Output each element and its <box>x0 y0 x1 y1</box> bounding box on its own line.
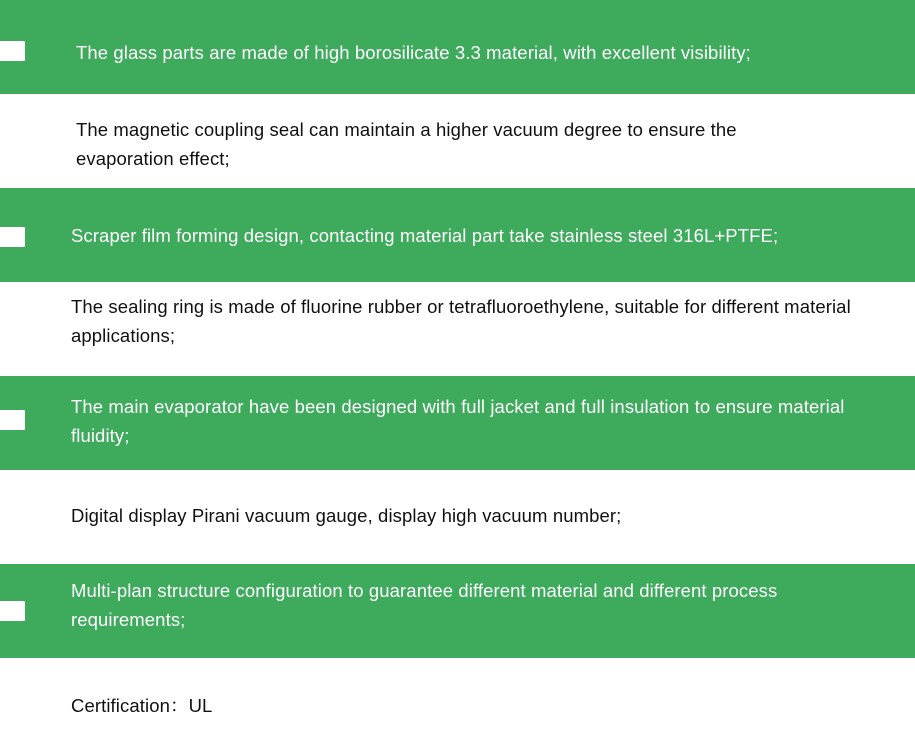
bullet-marker <box>0 227 25 247</box>
certification-label: Certification <box>71 695 170 716</box>
bullet-marker <box>0 410 25 430</box>
feature-text-5: The main evaporator have been designed with full jacket and full insulation to ensure material fluidity; <box>71 396 845 446</box>
bullet-marker <box>0 601 25 621</box>
feature-text-7: Multi-plan structure configuration to guarantee different material and different process requirements; <box>71 580 778 630</box>
feature-row-7 <box>0 564 915 658</box>
feature-text-4: The sealing ring is made of fluorine rubber or tetrafluoroethylene, suitable for different material applications; <box>71 296 851 346</box>
bullet-marker <box>0 41 25 61</box>
feature-text-1: The glass parts are made of high borosilicate 3.3 material, with excellent visibility; <box>76 42 751 63</box>
feature-text-3: Scraper film forming design, contacting material part take stainless steel 316L+PTFE; <box>71 225 779 246</box>
feature-row-3 <box>0 188 915 282</box>
feature-text-2: The magnetic coupling seal can maintain a higher vacuum degree to ensure the evaporation effect; <box>76 119 737 169</box>
feature-row-6 <box>0 470 915 564</box>
certification-value: UL <box>188 695 213 716</box>
feature-text-6: Digital display Pirani vacuum gauge, display high vacuum number; <box>71 505 622 526</box>
certification-row <box>0 658 915 738</box>
feature-row-2 <box>0 94 915 188</box>
certification-text <box>71 691 471 720</box>
feature-row-1 <box>0 0 915 94</box>
feature-row-5 <box>0 376 915 470</box>
feature-row-4 <box>0 282 915 376</box>
certification-separator: ： <box>169 695 189 716</box>
